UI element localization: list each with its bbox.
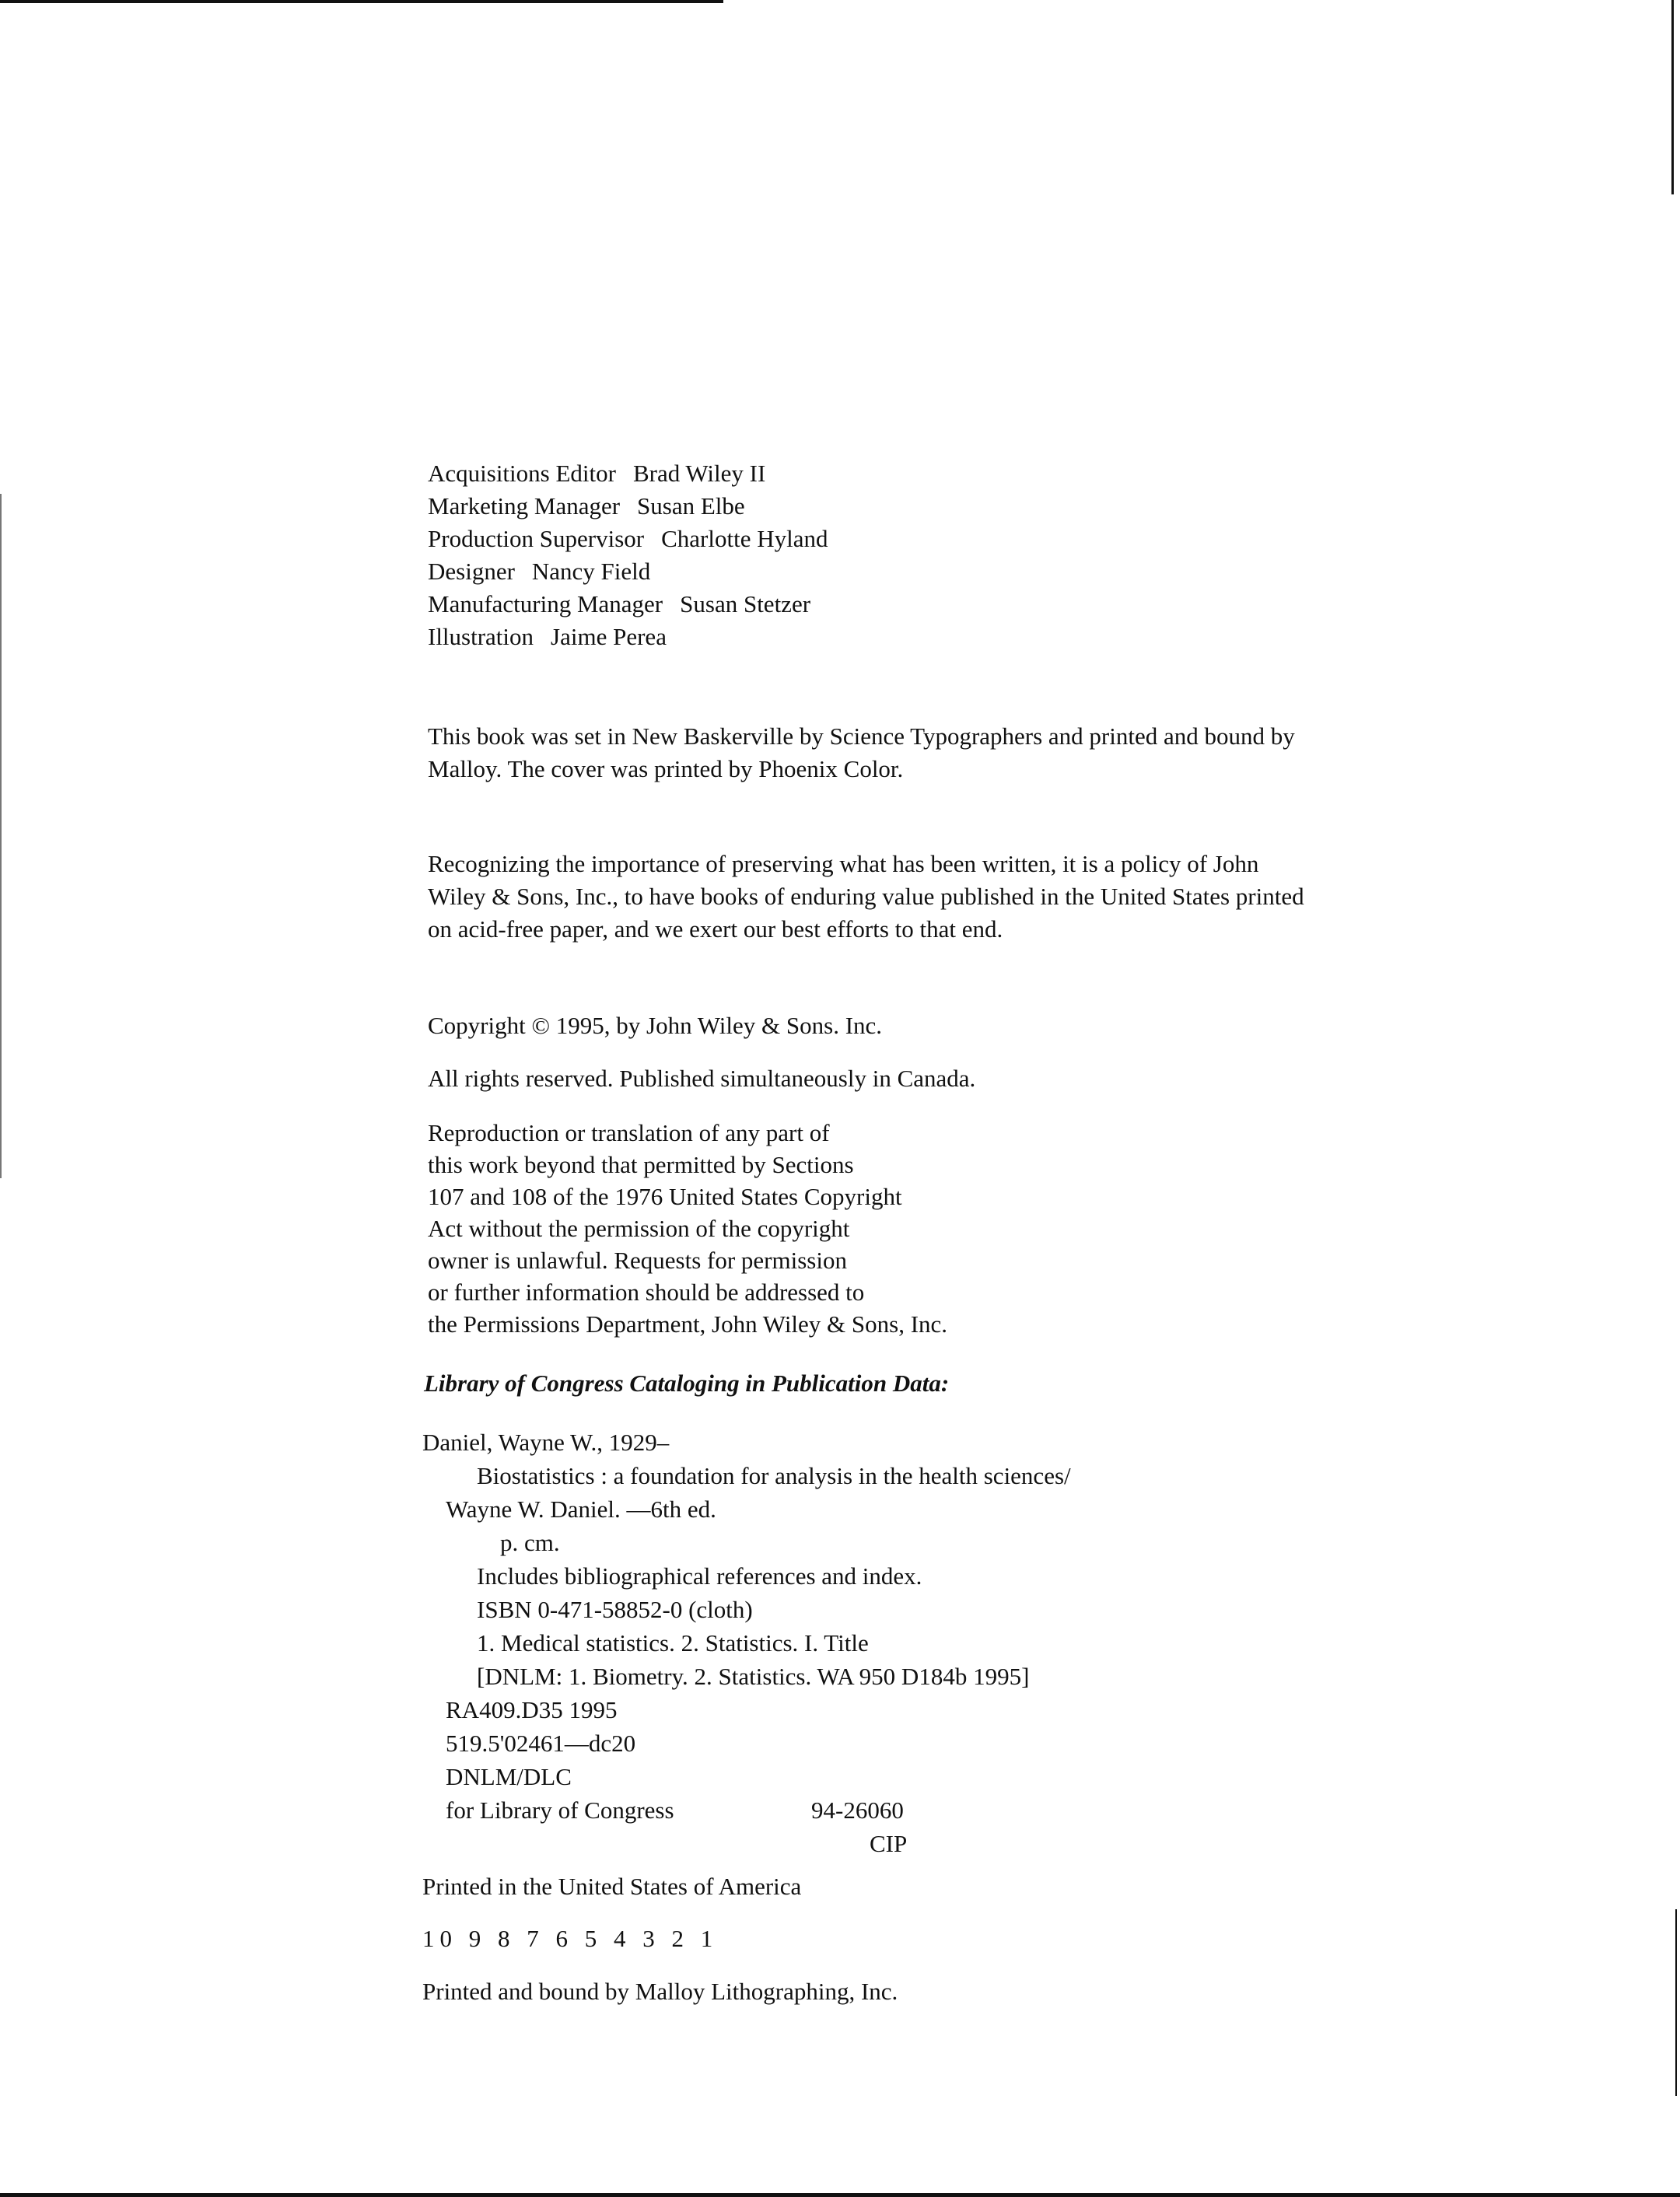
printed-bound: Printed and bound by Malloy Lithographing, Inc. bbox=[422, 1978, 898, 2005]
cip-pages: p. cm. bbox=[500, 1529, 560, 1556]
cip-includes: Includes bibliographical references and index. bbox=[477, 1562, 922, 1590]
credit-role: Production Supervisor bbox=[428, 525, 645, 552]
credit-role: Illustration bbox=[428, 623, 534, 650]
credit-name: Nancy Field bbox=[531, 558, 651, 585]
reproduction-notice bbox=[428, 1117, 947, 1340]
credit-row bbox=[428, 490, 828, 523]
credit-row bbox=[428, 523, 828, 555]
reproduction-line: Reproduction or translation of any part of bbox=[428, 1119, 830, 1146]
rights-line: All rights reserved. Published simultaneously in Canada. bbox=[428, 1065, 976, 1092]
credit-name: Susan Stetzer bbox=[680, 590, 811, 617]
reproduction-line: this work beyond that permitted by Sections bbox=[428, 1151, 854, 1178]
cip-mark: CIP bbox=[870, 1830, 908, 1857]
scan-border-right bbox=[1671, 0, 1674, 194]
cip-for-loc-row bbox=[422, 1794, 1071, 1828]
cip-title: Biostatistics : a foundation for analysis in the health sciences/ bbox=[477, 1462, 1071, 1489]
cip-subjects: 1. Medical statistics. 2. Statistics. I. Title bbox=[477, 1629, 869, 1656]
cip-dnlm-dlc: DNLM/DLC bbox=[446, 1763, 572, 1790]
credit-role: Designer bbox=[428, 558, 515, 585]
scan-border-bottom bbox=[0, 2193, 1680, 2197]
cip-isbn: ISBN 0-471-58852-0 (cloth) bbox=[477, 1596, 753, 1623]
cip-heading: Library of Congress Cataloging in Publication Data: bbox=[424, 1370, 950, 1397]
acid-free-note: Recognizing the importance of preserving what has been written, it is a policy of John Wiley & Sons, Inc., to have books of enduring value published in the United States printed on acid-free paper, and we exert our best efforts to that end. bbox=[428, 850, 1304, 943]
scan-border-left bbox=[0, 494, 2, 1178]
credit-row bbox=[428, 457, 828, 490]
credit-role: Manufacturing Manager bbox=[428, 590, 663, 617]
reproduction-line: or further information should be addressed to bbox=[428, 1279, 865, 1306]
credit-row bbox=[428, 621, 828, 653]
cip-dewey: 519.5'02461—dc20 bbox=[446, 1730, 636, 1757]
reproduction-line: 107 and 108 of the 1976 United States Copyright bbox=[428, 1183, 902, 1210]
scan-border-top bbox=[0, 0, 723, 3]
credit-name: Brad Wiley II bbox=[632, 460, 766, 487]
credit-role: Acquisitions Editor bbox=[428, 460, 616, 487]
cip-author: Daniel, Wayne W., 1929– bbox=[422, 1429, 670, 1456]
credit-name: Jaime Perea bbox=[551, 623, 667, 650]
cip-for-loc: for Library of Congress bbox=[446, 1796, 674, 1824]
credit-row bbox=[428, 555, 828, 588]
credits-list bbox=[428, 457, 828, 653]
cip-lccn: 94-26060 bbox=[811, 1796, 904, 1824]
credit-name: Charlotte Hyland bbox=[661, 525, 828, 552]
print-numbers: 10 9 8 7 6 5 4 3 2 1 bbox=[422, 1925, 719, 1952]
cip-dnlm: [DNLM: 1. Biometry. 2. Statistics. WA 950 D184b 1995] bbox=[477, 1663, 1030, 1690]
printed-in: Printed in the United States of America bbox=[422, 1873, 802, 1900]
cip-call-number: RA409.D35 1995 bbox=[446, 1696, 618, 1723]
credit-name: Susan Elbe bbox=[637, 492, 745, 520]
reproduction-line: the Permissions Department, John Wiley & Sons, Inc. bbox=[428, 1310, 948, 1338]
cip-record bbox=[422, 1426, 1071, 1861]
scan-border-right-lower bbox=[1675, 1909, 1677, 2096]
credit-role: Marketing Manager bbox=[428, 492, 621, 520]
reproduction-line: Act without the permission of the copyright bbox=[428, 1215, 850, 1242]
copyright-line: Copyright © 1995, by John Wiley & Sons. Inc. bbox=[428, 1012, 883, 1039]
cip-statement: Wayne W. Daniel. —6th ed. bbox=[446, 1496, 716, 1523]
credit-row bbox=[428, 588, 828, 621]
reproduction-line: owner is unlawful. Requests for permission bbox=[428, 1247, 847, 1274]
typesetting-note: This book was set in New Baskerville by Science Typographers and printed and bound by Malloy. The cover was printed by Phoenix Color. bbox=[428, 722, 1295, 782]
